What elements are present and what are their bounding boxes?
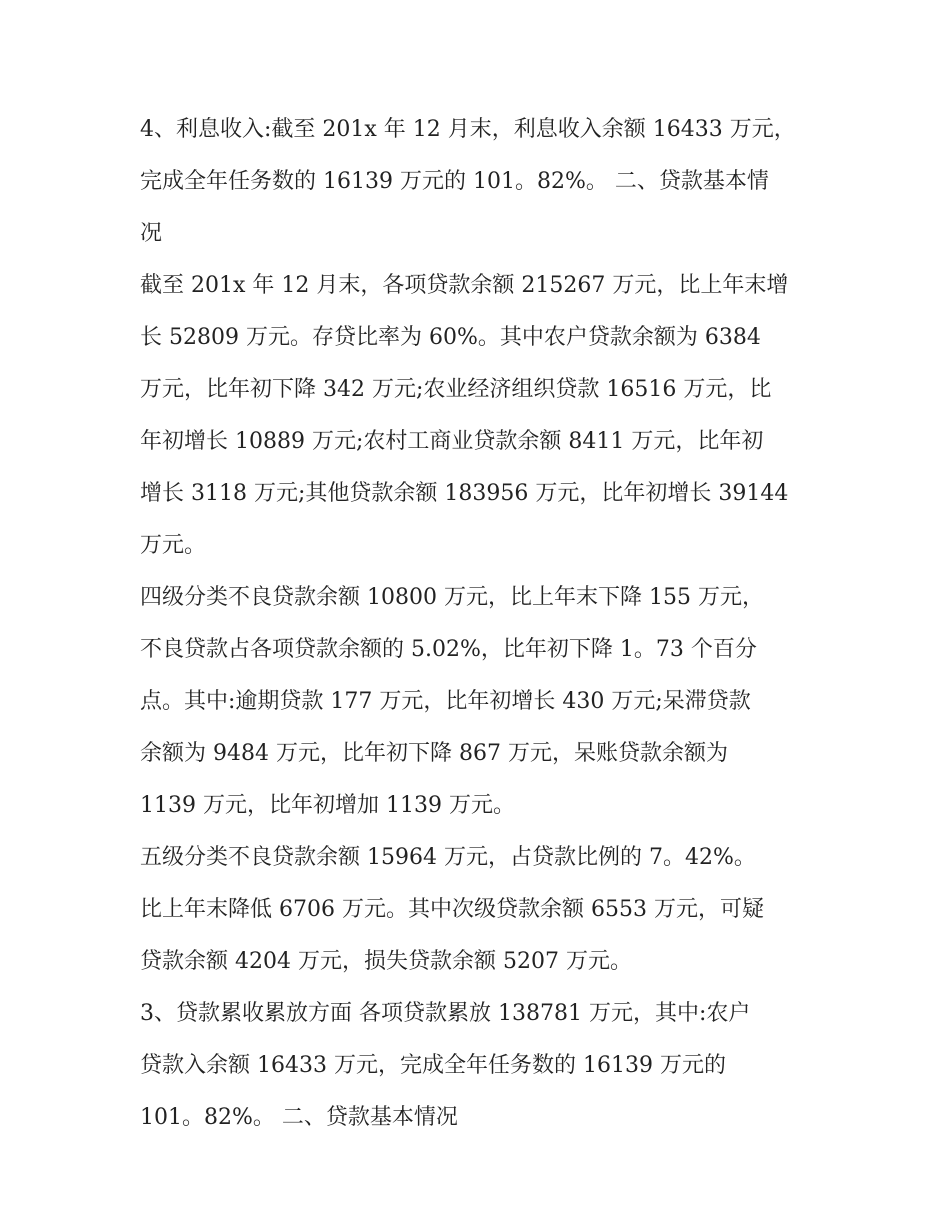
text-line: 年初增长 10889 万元;农村工商业贷款余额 8411 万元，比年初 [140,429,764,454]
text-line: 四级分类不良贷款余额 10800 万元，比上年末下降 155 万元， [140,585,764,610]
paragraph-interest-income [140,104,808,260]
paragraph-five-tier-classification [140,832,808,988]
text-line: 完成全年任务数的 16139 万元的 101。82%。 二、贷款基本情 [140,169,769,194]
text-line: 1139 万元，比年初增加 1139 万元。 [140,793,515,818]
text-line: 贷款余额 4204 万元，损失贷款余额 5207 万元。 [140,949,632,974]
text-line: 截至 201x 年 12 月末，各项贷款余额 215267 万元，比上年末增 [140,273,789,298]
text-line: 不良贷款占各项贷款余额的 5.02%，比年初下降 1。73 个百分 [140,637,757,662]
text-line: 4、利息收入:截至 201x 年 12 月末，利息收入余额 16433 万元， [140,117,796,142]
text-line: 长 52809 万元。存贷比率为 60%。其中农户贷款余额为 6384 [140,325,761,350]
text-line: 万元。 [140,533,207,558]
text-line: 101。82%。 二、贷款基本情况 [140,1105,458,1130]
text-line: 况 [140,221,163,246]
document-body [140,104,808,1144]
paragraph-loan-disbursement [140,988,808,1144]
text-line: 余额为 9484 万元，比年初下降 867 万元，呆账贷款余额为 [140,741,728,766]
paragraph-loan-balance [140,260,808,572]
text-line: 点。其中:逾期贷款 177 万元，比年初增长 430 万元;呆滞贷款 [140,689,751,714]
text-line: 3、贷款累收累放方面 各项贷款累放 138781 万元，其中:农户 [140,1001,751,1026]
text-line: 增长 3118 万元;其他贷款余额 183956 万元，比年初增长 39144 [140,481,789,506]
text-line: 比上年末降低 6706 万元。其中次级贷款余额 6553 万元，可疑 [140,897,764,922]
text-line: 五级分类不良贷款余额 15964 万元，占贷款比例的 7。42%。 [140,845,756,870]
text-line: 贷款入余额 16433 万元，完成全年任务数的 16139 万元的 [140,1053,726,1078]
text-line: 万元，比年初下降 342 万元;农业经济组织贷款 16516 万元，比 [140,377,772,402]
paragraph-four-tier-classification [140,572,808,832]
